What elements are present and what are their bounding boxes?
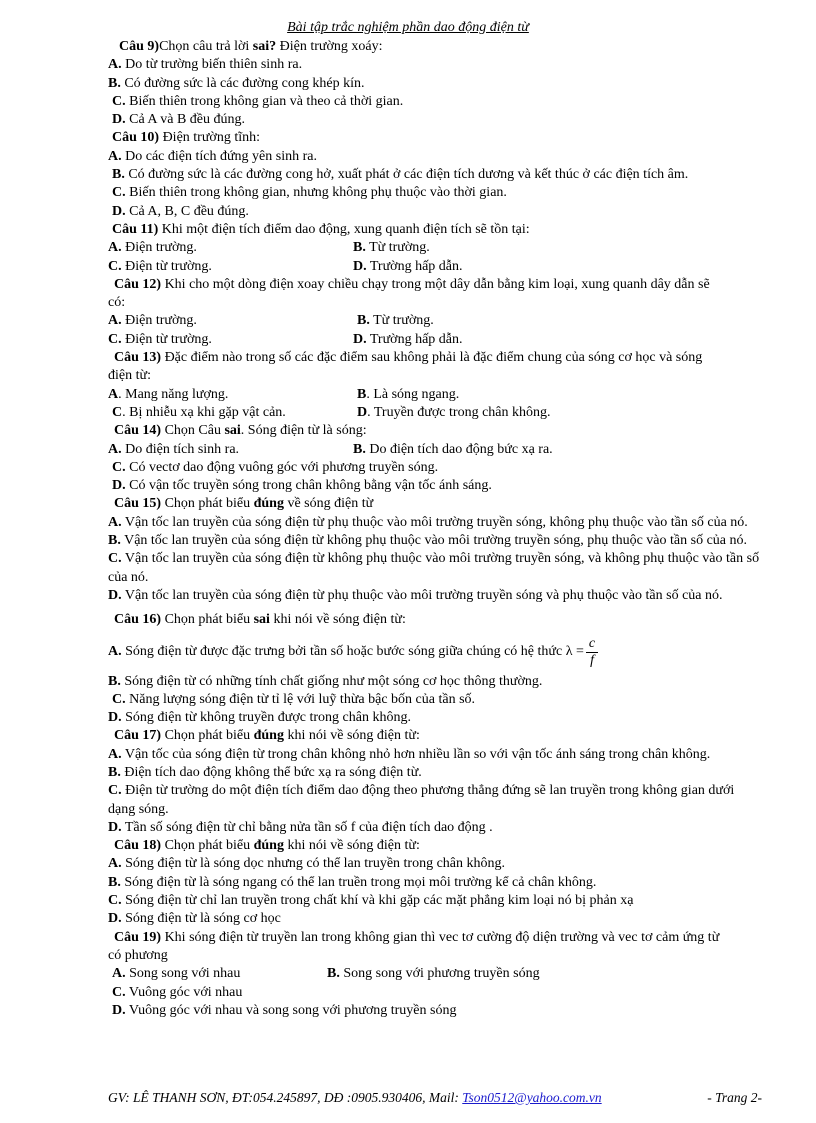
option-d: D. Cả A và B đều đúng. bbox=[112, 112, 246, 128]
option-c: C. Bị nhiễu xạ khi gặp vật cản. bbox=[112, 404, 286, 420]
option-b: B. Sóng điện từ là sóng ngang có thể lan truền trong mọi môi trường kể cả chân không. bbox=[108, 874, 597, 890]
option-d: D. Cả A, B, C đều đúng. bbox=[112, 203, 249, 219]
question-text-continued: có: bbox=[108, 295, 126, 311]
option-a: A. Vận tốc của sóng điện từ trong chân không nhỏ hơn nhiều lần so với vận tốc ánh sáng trong chân không. bbox=[108, 746, 711, 762]
option-a: A. Do điện tích sinh ra. bbox=[108, 441, 240, 457]
option-d: D. Trường hấp dẫn. bbox=[353, 258, 463, 274]
option-d: D. Vuông góc với nhau và song song với phương truyền sóng bbox=[112, 1002, 457, 1018]
option-b: B. Vận tốc lan truyền của sóng điện từ không phụ thuộc vào môi trường truyền sóng, phụ thuộc vào tần số của nó. bbox=[108, 533, 747, 549]
option-row bbox=[108, 331, 762, 349]
page-number: - Trang 2- bbox=[707, 1090, 762, 1105]
question-text: Khi cho một dòng điện xoay chiều chạy trong một dây dẫn bằng kim loại, xung quanh dây dẫn sẽ bbox=[161, 276, 710, 292]
option-b: B. Điện tích dao động không thể bức xạ ra sóng điện từ. bbox=[108, 764, 422, 780]
option-b: B. Là sóng ngang. bbox=[357, 386, 460, 402]
option-row bbox=[108, 239, 762, 257]
fraction-numerator: c bbox=[586, 636, 598, 653]
question-text: Điện trường tĩnh: bbox=[159, 130, 260, 146]
option-a: A. Do từ trường biến thiên sinh ra. bbox=[108, 57, 303, 73]
fraction-denominator: f bbox=[590, 652, 594, 668]
question-17: Câu 17) Chọn phát biểu đúng khi nói về sóng điện từ: bbox=[114, 728, 420, 744]
question-14: Câu 14) Chọn Câu sai. Sóng điện từ là sóng: bbox=[114, 423, 367, 439]
option-d: D. Vận tốc lan truyền của sóng điện từ phụ thuộc vào môi trường truyền sóng và phụ thuộc vào tần số của nó. bbox=[108, 587, 723, 603]
option-b: B. Có đường sức là các đường cong khép kín. bbox=[108, 75, 365, 91]
formula-fraction bbox=[586, 636, 598, 669]
question-text: Điện trường xoáy: bbox=[276, 39, 383, 54]
option-row bbox=[108, 404, 762, 422]
option-c: C. Điện từ trường. bbox=[108, 331, 212, 347]
question-number: Câu 12) bbox=[114, 276, 162, 292]
question-number: Câu 11) bbox=[112, 221, 159, 237]
question-text: Khi sóng điện từ truyền lan trong không gian thì vec tơ cường độ diện trường và vec tơ cảm ứng từ bbox=[161, 929, 720, 945]
option-c: C. Năng lượng sóng điện từ tỉ lệ với luỹ thừa bậc bốn của tần số. bbox=[112, 691, 476, 707]
question-number: Câu 18) bbox=[114, 838, 162, 854]
question-number: Câu 15) bbox=[114, 496, 162, 512]
option-d: D. Sóng điện từ là sóng cơ học bbox=[108, 911, 281, 927]
option-b: B. Từ trường. bbox=[357, 313, 434, 329]
option-a: A. Mang năng lượng. bbox=[108, 386, 229, 402]
option-c: C. Điện từ trường. bbox=[108, 258, 212, 274]
option-c: C. Điện từ trường do một điện tích điểm dao động theo phương thẳng đứng sẽ lan truyền trong không gian dưới dạng sóng. bbox=[108, 783, 735, 817]
option-d: D. Tần số sóng điện từ chỉ bằng nửa tần số f của điện tích dao động . bbox=[108, 819, 493, 835]
question-number: Câu 16) bbox=[114, 612, 162, 628]
footer-author: GV: LÊ THANH SƠN, ĐT:054.245897, DĐ :0905.930406, Mail: Tson0512@yahoo.com.vn bbox=[108, 1090, 602, 1105]
question-number: Câu 9) bbox=[119, 39, 160, 54]
question-text: Đặc điểm nào trong số các đặc điểm sau không phải là đặc điểm chung của sóng cơ học và sóng bbox=[161, 350, 703, 366]
question-18: Câu 18) Chọn phát biểu đúng khi nói về sóng điện từ: bbox=[114, 838, 420, 854]
question-19 bbox=[108, 929, 762, 947]
option-d: D. Có vận tốc truyền sóng trong chân không bằng vận tốc ánh sáng. bbox=[112, 478, 492, 494]
question-12 bbox=[108, 276, 762, 294]
option-a: A. Sóng điện từ được đặc trưng bởi tần số hoặc bước sóng giữa chúng có hệ thức λ = $\frac{c}{f}$ bbox=[108, 636, 762, 669]
question-15: Câu 15) Chọn phát biểu đúng về sóng điện từ bbox=[114, 496, 374, 512]
option-c: C. Biến thiên trong không gian và theo cả thời gian. bbox=[112, 93, 404, 109]
option-row bbox=[108, 258, 762, 276]
option-row bbox=[108, 965, 762, 983]
option-b: B. Do điện tích dao động bức xạ ra. bbox=[353, 441, 553, 457]
question-number: Câu 14) bbox=[114, 423, 162, 439]
option-c: C. Có vectơ dao động vuông góc với phương truyền sóng. bbox=[112, 459, 439, 475]
question-number: Câu 13) bbox=[114, 350, 162, 366]
option-c: C. Vuông góc với nhau bbox=[112, 984, 243, 1000]
option-d: D. Trường hấp dẫn. bbox=[353, 331, 463, 347]
option-a: A. Vận tốc lan truyền của sóng điện từ phụ thuộc vào môi trường truyền sóng, không phụ thuộc vào tần số của nó. bbox=[108, 514, 748, 530]
option-row bbox=[108, 441, 762, 459]
question-list bbox=[108, 38, 762, 1020]
question-text: Khi một điện tích điểm dao động, xung quanh điện tích sẽ tồn tại: bbox=[158, 221, 530, 237]
email-link[interactable]: Tson0512@yahoo.com.vn bbox=[462, 1090, 602, 1105]
option-a: A. Song song với nhau bbox=[112, 966, 241, 982]
question-13 bbox=[108, 349, 762, 367]
option-b: B. Song song với phương truyền sóng bbox=[327, 966, 540, 982]
page-footer bbox=[108, 1089, 762, 1107]
option-d: D. Truyền được trong chân không. bbox=[357, 404, 551, 420]
option-a: A. Điện trường. bbox=[108, 313, 197, 329]
question-16: Câu 16) Chọn phát biểu sai khi nói về sóng điện từ: bbox=[114, 612, 406, 628]
option-a: A. Điện trường. bbox=[108, 240, 197, 256]
question-number: Câu 17) bbox=[114, 728, 162, 744]
option-row bbox=[108, 386, 762, 404]
question-number: Câu 19) bbox=[114, 929, 162, 945]
option-d: D. Sóng điện từ không truyền được trong chân không. bbox=[108, 710, 411, 726]
option-c: C. Biến thiên trong không gian, nhưng không phụ thuộc vào thời gian. bbox=[112, 185, 507, 201]
question-number: Câu 10) bbox=[112, 130, 160, 146]
option-c: C. Vận tốc lan truyền của sóng điện từ không phụ thuộc vào môi trường truyền sóng, và không phụ thuộc vào tần số của nó. bbox=[108, 551, 760, 585]
option-a: A. Sóng điện từ là sóng dọc nhưng có thể lan truyền trong chân không. bbox=[108, 856, 506, 872]
option-a: A. Do các điện tích đứng yên sinh ra. bbox=[108, 148, 317, 164]
question-emphasis: sai? bbox=[252, 39, 277, 54]
option-b: B. Từ trường. bbox=[353, 240, 430, 256]
question-9 bbox=[108, 38, 762, 56]
option-c: C. Sóng điện từ chỉ lan truyền trong chất khí và khi gặp các mặt phẳng kim loại nó bị phản xạ bbox=[108, 893, 634, 909]
question-text-continued: có phương bbox=[108, 947, 168, 963]
question-10 bbox=[108, 129, 762, 147]
question-text-continued: điện từ: bbox=[108, 368, 151, 384]
question-11 bbox=[108, 221, 762, 239]
option-row bbox=[108, 312, 762, 330]
option-b: B. Sóng điện từ có những tính chất giống như một sóng cơ học thông thường. bbox=[108, 673, 543, 689]
option-b: B. Có đường sức là các đường cong hở, xuất phát ở các điện tích dương và kết thúc ở các điện tích âm. bbox=[112, 167, 689, 183]
question-text: Chọn câu trả lời bbox=[159, 39, 253, 54]
page-header: Bài tập trắc nghiệm phần dao động điện từ bbox=[287, 20, 529, 35]
